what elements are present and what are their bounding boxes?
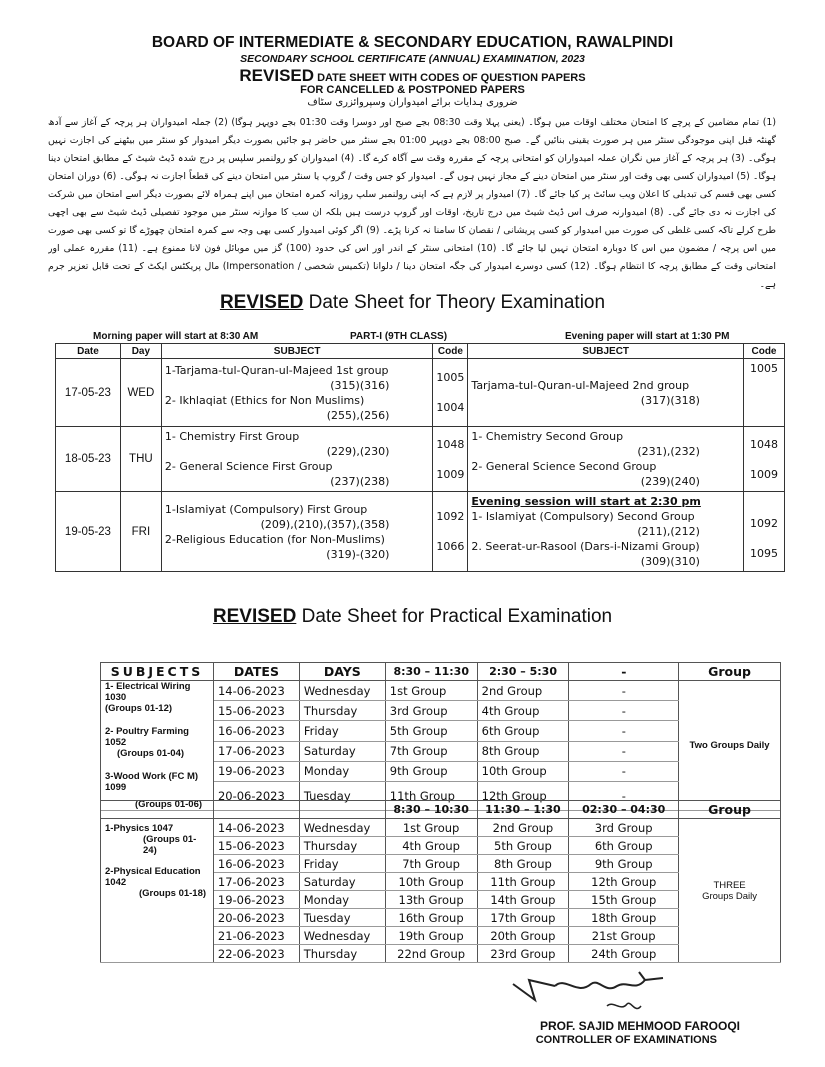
subject-name: 1-Physics 1047	[105, 823, 174, 834]
code: 1092	[749, 517, 778, 530]
practical-day: Wednesday	[299, 681, 385, 701]
practical-date: 17-06-2023	[213, 873, 299, 891]
header-day: Day	[120, 344, 161, 359]
row-day: THU	[120, 427, 161, 492]
row-day: WED	[120, 359, 161, 427]
practical-day: Saturday	[299, 741, 385, 761]
group-slot-1: 3rd Group	[385, 701, 477, 721]
subject-groups: (Groups 01-18)	[139, 888, 207, 899]
practical-date: 19-06-2023	[213, 891, 299, 909]
practical-day: Monday	[299, 761, 385, 781]
practical-day: Wednesday	[299, 819, 385, 837]
group-slot-2: 8th Group	[477, 741, 569, 761]
group-slot-1: 7th Group	[385, 741, 477, 761]
subject-name: 1- Electrical Wiring 1030	[105, 681, 191, 703]
paper-codes: (317)(318)	[640, 393, 700, 407]
evening-session-change-note: Evening session will start at 2:30 pm	[471, 495, 701, 508]
row-day: FRI	[120, 492, 161, 572]
morning-subject: 2-Religious Education (for Non-Muslims)	[164, 532, 385, 546]
group-slot-1: 22nd Group	[385, 945, 477, 963]
header-blank	[299, 801, 385, 819]
header-slot-1: 8:30 – 10:30	[385, 801, 477, 819]
group-slot-3: 12th Group	[569, 873, 679, 891]
theory-date-sheet-table	[55, 343, 785, 572]
morning-subjects	[161, 359, 433, 427]
group-slot-1: 4th Group	[385, 837, 477, 855]
evening-subjects	[468, 359, 744, 427]
group-slot-3: -	[569, 761, 679, 781]
group-slot-3: 15th Group	[569, 891, 679, 909]
group-slot-2: 17th Group	[477, 909, 569, 927]
group-slot-3: 21st Group	[569, 927, 679, 945]
practical-row	[101, 681, 781, 701]
practical-date: 22-06-2023	[213, 945, 299, 963]
code: 1009	[436, 467, 465, 481]
header-slot-3: 02:30 – 04:30	[569, 801, 679, 819]
evening-subjects	[468, 492, 744, 572]
practical-title-rest: Date Sheet for Practical Examination	[296, 606, 613, 627]
practical-date: 14-06-2023	[213, 819, 299, 837]
group-slot-2: 11th Group	[477, 873, 569, 891]
practical-revised-word: REVISED	[212, 606, 297, 627]
subject-name: 3-Wood Work (FC M) 1099	[105, 771, 199, 793]
row-date: 19-05-23	[56, 492, 121, 572]
header-slot-2: 2:30 – 5:30	[477, 663, 569, 681]
practical-date: 14-06-2023	[213, 681, 299, 701]
morning-subjects	[161, 492, 433, 572]
group-slot-1: 10th Group	[385, 873, 477, 891]
group-slot-3: 6th Group	[569, 837, 679, 855]
group-slot-3: -	[569, 741, 679, 761]
code: 1009	[749, 467, 778, 481]
group-slot-1: 5th Group	[385, 721, 477, 741]
revised-word: REVISED	[239, 66, 315, 85]
group-slot-3: 9th Group	[569, 855, 679, 873]
practical-day: Tuesday	[299, 909, 385, 927]
header-subject-evening: SUBJECT	[468, 344, 744, 359]
practical-row	[101, 819, 781, 837]
paper-codes: (315)(316)	[330, 378, 390, 392]
board-title: BOARD OF INTERMEDIATE & SECONDARY EDUCATION, RAWALPINDI	[151, 34, 674, 51]
code: 1066	[436, 540, 465, 553]
code: 1048	[436, 437, 465, 451]
group-slot-2: 4th Group	[477, 701, 569, 721]
group-slot-1: 11th Group	[385, 781, 477, 810]
group-slot-3: -	[569, 681, 679, 701]
theory-section-title	[0, 292, 825, 314]
group-slot-2: 6th Group	[477, 721, 569, 741]
practical-date: 16-06-2023	[213, 855, 299, 873]
signatory-name: PROF. SAJID MEHMOOD FAROOQI	[539, 1019, 740, 1033]
morning-subject: 1-Islamiyat (Compulsory) First Group	[164, 502, 368, 516]
paper-codes: (319)-(320)	[326, 547, 390, 561]
theory-header-row	[56, 344, 785, 359]
header-slot-1: 8:30 – 11:30	[385, 663, 477, 681]
theory-row	[56, 359, 785, 427]
code: 1005	[749, 362, 778, 375]
row-date: 18-05-23	[56, 427, 121, 492]
evening-subject: 2. Seerat-ur-Rasool (Dars-i-Nizami Group)	[471, 540, 700, 553]
theory-row	[56, 492, 785, 572]
practical-table-science	[100, 800, 781, 963]
vocational-subjects	[101, 681, 214, 811]
paper-codes: (229),(230)	[326, 445, 390, 458]
evening-subject: Tarjama-tul-Quran-ul-Majeed 2nd group	[471, 378, 690, 392]
practical-day: Wednesday	[299, 927, 385, 945]
practical-header-row	[101, 663, 781, 681]
subject-groups: (Groups 01-06)	[135, 799, 203, 810]
header-slot-3: -	[569, 663, 679, 681]
code: 1092	[436, 510, 465, 523]
practical-date: 20-06-2023	[213, 909, 299, 927]
group-slot-2: 2nd Group	[477, 819, 569, 837]
practical-day: Saturday	[299, 873, 385, 891]
paper-codes: (309)(310)	[640, 555, 700, 568]
header-dates: DATES	[213, 663, 299, 681]
code: 1005	[436, 371, 465, 384]
science-subjects	[101, 819, 214, 963]
subject-groups: (Groups 01-04)	[117, 748, 185, 759]
morning-subjects	[161, 427, 433, 492]
group-slot-1: 7th Group	[385, 855, 477, 873]
revised-heading	[0, 66, 825, 86]
group-slot-3: -	[569, 701, 679, 721]
evening-codes	[743, 359, 784, 427]
evening-session-note: Evening paper will start at 1:30 PM	[565, 331, 730, 342]
revised-heading-rest: DATE SHEET WITH CODES OF QUESTION PAPERS	[314, 72, 586, 84]
group-slot-1: 1st Group	[385, 819, 477, 837]
row-date: 17-05-23	[56, 359, 121, 427]
paper-codes: (255),(256)	[326, 408, 390, 422]
header-slot-2: 11:30 – 1:30	[477, 801, 569, 819]
theory-revised-word: REVISED	[219, 292, 304, 313]
exam-title: SECONDARY SCHOOL CERTIFICATE (ANNUAL) EXAMINATION, 2023	[240, 53, 585, 65]
practical-date: 16-06-2023	[213, 721, 299, 741]
morning-subject: 1-Tarjama-tul-Quran-ul-Majeed 1st group	[164, 363, 389, 377]
group-slot-2: 12th Group	[477, 781, 569, 810]
practical-header-row	[101, 801, 781, 819]
practical-day: Monday	[299, 891, 385, 909]
practical-section-title	[0, 606, 825, 628]
paper-codes: (231),(232)	[637, 445, 700, 458]
practical-date: 15-06-2023	[213, 837, 299, 855]
group-slot-2: 2nd Group	[477, 681, 569, 701]
practical-date: 15-06-2023	[213, 701, 299, 721]
evening-codes	[743, 492, 784, 572]
header-days: DAYS	[299, 663, 385, 681]
practical-date: 20-06-2023	[213, 781, 299, 810]
group-slot-3: -	[569, 721, 679, 741]
groups-per-day-note: Two Groups Daily	[679, 681, 781, 811]
group-slot-2: 8th Group	[477, 855, 569, 873]
signatory-title: CONTROLLER OF EXAMINATIONS	[535, 1034, 717, 1046]
instructions-title: ضروری ہدایات برائے امیدواران وسپروائزری سٹاف	[307, 97, 518, 108]
subject-name: 2- Poultry Farming 1052	[105, 726, 189, 748]
morning-codes	[433, 492, 468, 572]
group-slot-1: 1st Group	[385, 681, 477, 701]
header-subjects: SUBJECTS	[101, 663, 214, 681]
group-slot-2: 10th Group	[477, 761, 569, 781]
practical-date: 17-06-2023	[213, 741, 299, 761]
group-slot-2: 14th Group	[477, 891, 569, 909]
part-label: PART-I (9TH CLASS)	[350, 331, 448, 342]
paper-codes: (239)(240)	[640, 475, 700, 488]
code: 1048	[749, 437, 778, 451]
morning-session-note: Morning paper will start at 8:30 AM	[93, 331, 259, 342]
practical-day: Friday	[299, 721, 385, 741]
group-slot-3: -	[569, 781, 679, 810]
header-blank	[101, 801, 214, 819]
group-slot-1: 9th Group	[385, 761, 477, 781]
morning-codes	[433, 359, 468, 427]
paper-codes: (237)(238)	[330, 475, 390, 488]
morning-subject: 2- General Science First Group	[164, 460, 333, 473]
practical-table-vocational	[100, 662, 781, 811]
subject-name: 2-Physical Education 1042	[105, 866, 201, 888]
header-code-evening: Code	[743, 344, 784, 359]
group-slot-1: 13th Group	[385, 891, 477, 909]
subject-groups: (Groups 01-24)	[143, 834, 197, 856]
group-slot-3: 24th Group	[569, 945, 679, 963]
practical-day: Tuesday	[299, 781, 385, 810]
evening-codes	[743, 427, 784, 492]
cancelled-postponed-heading: FOR CANCELLED & POSTPONED PAPERS	[300, 84, 525, 96]
header-group: Group	[679, 801, 781, 819]
theory-row	[56, 427, 785, 492]
evening-subjects	[468, 427, 744, 492]
practical-date: 19-06-2023	[213, 761, 299, 781]
header-subject: SUBJECT	[161, 344, 433, 359]
groups-per-day-note	[679, 819, 781, 963]
evening-subject: 2- General Science Second Group	[471, 460, 657, 473]
group-slot-3: 18th Group	[569, 909, 679, 927]
instructions-body: (1) تمام مضامین کے پرچے کا امتحان مختلف اوقات میں ہوگا۔ (یعنی پہلا وقت 08:30 بجے صبح اور دوسرا وقت 01:30 بجے دوپہر ہوگا) (2) جملہ امیدواران ہر پرچہ کے آغاز سے آدھ گھنٹہ قبل اپنی موجودگی سنٹر میں ہر صورت یقینی بنائیں گے۔ صبح 08:00 بجے دوپہر 01:00 بجے سنٹر میں حاضر ہو جائیں بصورت دیگر امیدوار کو سنٹر میں بیٹھنے کی اجازت نہیں ہوگی۔ (3) ہر پرچہ کے آغاز میں نگران عملہ امیدواران کو امتحانی پرچہ کے مقررہ وقت سے آگاہ کرے گا۔ (4) امیدواران کو رولنمبر سلپس پر درج شدہ ڈیٹ شیٹ کے مطابق امتحان دینا ہوگا۔ (5) امیدواران کسی بھی وقت اور سنٹر میں امتحان دینے کے مجاز نہیں ہوں گے۔ امیدوار کو جس وقت / گروپ یا سنٹر میں امتحان دینے کی قطعاً اجازت نہ ہوگی۔ (6) دوران امتحان کسی بھی قسم کی تبدیلی کا اعلان ویب سائٹ پر کیا جائے گا۔ (7) امیدوار پر لازم ہے کہ اپنی رولنمبر سلپ روزانہ کمرہ امتحان میں اپنے ہمراہ لائے بصورت دیگر اسے امتحان میں شرکت کی اجازت نہ دی جائے گی۔ (8) امیدوارنہ صرف اس ڈیٹ شیٹ میں درج تاریخ، اوقات اور گروپ درست ہیں بلکہ ان سب کا موازنہ سنٹر میں موجود تفصیلی ڈیٹ شیٹ سے بھی اچھی طرح کرلے تاکہ کسی غلطی کی صورت میں امیدوار کو کسی پریشانی / نقصان کا سامنا نہ کرنا پڑے۔ (9) اگر کوئی امیدوار کسی بھی وجہ سے کمرہ امتحان چھوڑے گا تو کسی بھی صورت میں اس پرچہ / مضمون میں اس کا دوبارہ امتحان نہیں لیا جائے گا۔ (10) امتحانی سنٹر کے اندر اور اس کی حدود (100) گز میں موبائل فون لانا ممنوع ہے۔ (11) مقررہ عملی اور امتحانی وقت کے مطابق پرچہ کا انتظام ہوگا۔ (12) کسی دوسرے امیدوار کی جگہ امتحان دینا / دلوانا (تکمیس شخصی / Impersonation) مال پریکٹس ایکٹ کے تحت قابل تعزیر جرم ہے۔	[48, 117, 776, 290]
group-slot-1: 19th Group	[385, 927, 477, 945]
code: 1095	[749, 547, 778, 560]
practical-day: Thursday	[299, 701, 385, 721]
header-date: Date	[56, 344, 121, 359]
group-slot-2: 5th Group	[477, 837, 569, 855]
groups-note-text: THREE Groups Daily	[702, 879, 757, 902]
evening-subject: 1- Chemistry Second Group	[471, 430, 624, 443]
evening-subject: 1- Islamiyat (Compulsory) Second Group	[471, 510, 695, 523]
paper-codes: (209),(210),(357),(358)	[260, 517, 390, 531]
controller-signature	[495, 966, 695, 1020]
morning-subject: 2- Ikhlaqiat (Ethics for Non Muslims)	[164, 393, 365, 407]
group-slot-2: 23rd Group	[477, 945, 569, 963]
header-code: Code	[433, 344, 468, 359]
group-slot-3: 3rd Group	[569, 819, 679, 837]
practical-day: Thursday	[299, 837, 385, 855]
morning-codes	[433, 427, 468, 492]
subject-groups: (Groups 01-12)	[105, 703, 173, 714]
code: 1004	[436, 401, 465, 414]
header-blank	[213, 801, 299, 819]
paper-codes: (211),(212)	[637, 525, 700, 538]
practical-date: 21-06-2023	[213, 927, 299, 945]
practical-day: Friday	[299, 855, 385, 873]
theory-title-rest: Date Sheet for Theory Examination	[303, 292, 606, 313]
group-slot-1: 16th Group	[385, 909, 477, 927]
morning-subject: 1- Chemistry First Group	[164, 430, 300, 443]
header-group: Group	[679, 663, 781, 681]
practical-day: Thursday	[299, 945, 385, 963]
group-slot-2: 20th Group	[477, 927, 569, 945]
